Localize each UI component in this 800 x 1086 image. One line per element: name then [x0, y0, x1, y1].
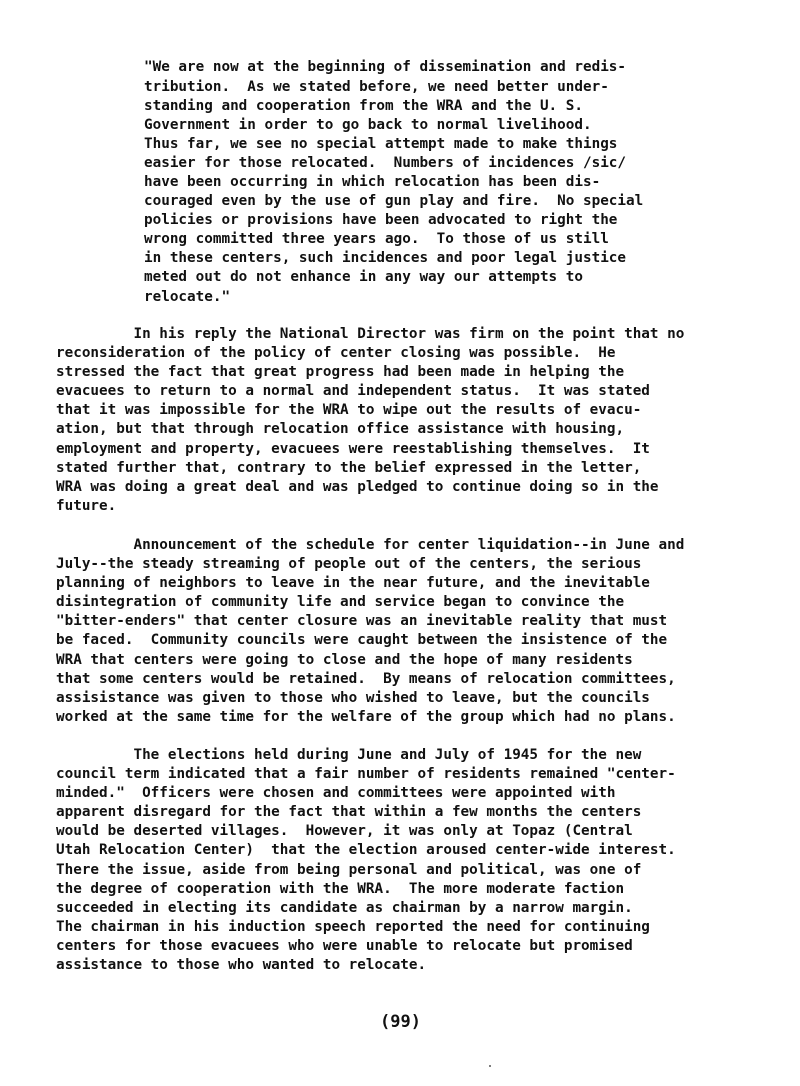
scan-speck — [489, 1065, 491, 1067]
paragraph-line: that it was impossible for the WRA to wipe out the results of evacu- — [56, 402, 642, 418]
paragraph-line: stressed the fact that great progress had been made in helping the — [56, 364, 625, 380]
quote-line: couraged even by the use of gun play and fire. No special — [144, 193, 644, 209]
quote-line: Government in order to go back to normal livelihood. — [144, 117, 592, 133]
paragraph-line: assisistance was given to those who wished to leave, but the councils — [56, 690, 650, 706]
paragraph-line: July--the steady streaming of people out of the centers, the serious — [56, 556, 642, 572]
paragraph-line: succeeded in electing its candidate as chairman by a narrow margin. — [56, 900, 633, 916]
paragraph-line: centers for those evacuees who were unable to relocate but promised — [56, 938, 633, 954]
paragraph-line: In his reply the National Director was firm on the point that no — [56, 326, 685, 342]
paragraph-line: future. — [56, 498, 117, 514]
quote-line: Thus far, we see no special attempt made to make things — [144, 136, 618, 152]
paragraph-line: WRA was doing a great deal and was pledged to continue doing so in the — [56, 479, 659, 495]
quote-line: have been occurring in which relocation has been dis- — [144, 174, 601, 190]
quote-line: "We are now at the beginning of dissemination and redis- — [144, 59, 627, 75]
quote-line: wrong committed three years ago. To those of us still — [144, 231, 609, 247]
quote-line: in these centers, such incidences and poor legal justice — [144, 250, 627, 266]
paragraph-line: Announcement of the schedule for center liquidation--in June and — [56, 537, 685, 553]
paragraph-line: that some centers would be retained. By means of relocation committees, — [56, 671, 676, 687]
paragraph-line: council term indicated that a fair number of residents remained "center- — [56, 766, 676, 782]
quote-line: easier for those relocated. Numbers of incidences /sic/ — [144, 155, 627, 171]
quote-line: relocate." — [144, 289, 231, 305]
paragraph-line: the degree of cooperation with the WRA. The more moderate faction — [56, 881, 625, 897]
paragraph-line: The elections held during June and July of 1945 for the new — [56, 747, 642, 763]
paragraph-line: reconsideration of the policy of center closing was possible. He — [56, 345, 616, 361]
paragraph-line: be faced. Community councils were caught between the insistence of the — [56, 632, 668, 648]
paragraph-line: Utah Relocation Center) that the election aroused center-wide interest. — [56, 842, 676, 858]
paragraph-line: There the issue, aside from being personal and political, was one of — [56, 862, 642, 878]
paragraph-line: The chairman in his induction speech reported the need for continuing — [56, 919, 650, 935]
paragraph-line: assistance to those who wanted to relocate. — [56, 957, 427, 973]
paragraph-line: would be deserted villages. However, it was only at Topaz (Central — [56, 823, 633, 839]
quote-line: policies or provisions have been advocated to right the — [144, 212, 618, 228]
paragraph-line: planning of neighbors to leave in the near future, and the inevitable — [56, 575, 650, 591]
paragraph-line: WRA that centers were going to close and the hope of many residents — [56, 652, 633, 668]
paragraph-line: disintegration of community life and service began to convince the — [56, 594, 625, 610]
paragraph-line: "bitter-enders" that center closure was an inevitable reality that must — [56, 613, 668, 629]
paragraph-line: worked at the same time for the welfare of the group which had no plans. — [56, 709, 676, 725]
page-number: (99) — [380, 1012, 421, 1032]
paragraph-line: ation, but that through relocation office assistance with housing, — [56, 421, 625, 437]
quote-line: standing and cooperation from the WRA and the U. S. — [144, 98, 583, 114]
paragraph-line: minded." Officers were chosen and committees were appointed with — [56, 785, 616, 801]
quote-line: tribution. As we stated before, we need better under- — [144, 79, 609, 95]
paragraph-line: apparent disregard for the fact that within a few months the centers — [56, 804, 642, 820]
paragraph-line: employment and property, evacuees were reestablishing themselves. It — [56, 441, 650, 457]
paragraph-line: stated further that, contrary to the belief expressed in the letter, — [56, 460, 642, 476]
paragraph-line: evacuees to return to a normal and independent status. It was stated — [56, 383, 650, 399]
quote-line: meted out do not enhance in any way our attempts to — [144, 269, 583, 285]
